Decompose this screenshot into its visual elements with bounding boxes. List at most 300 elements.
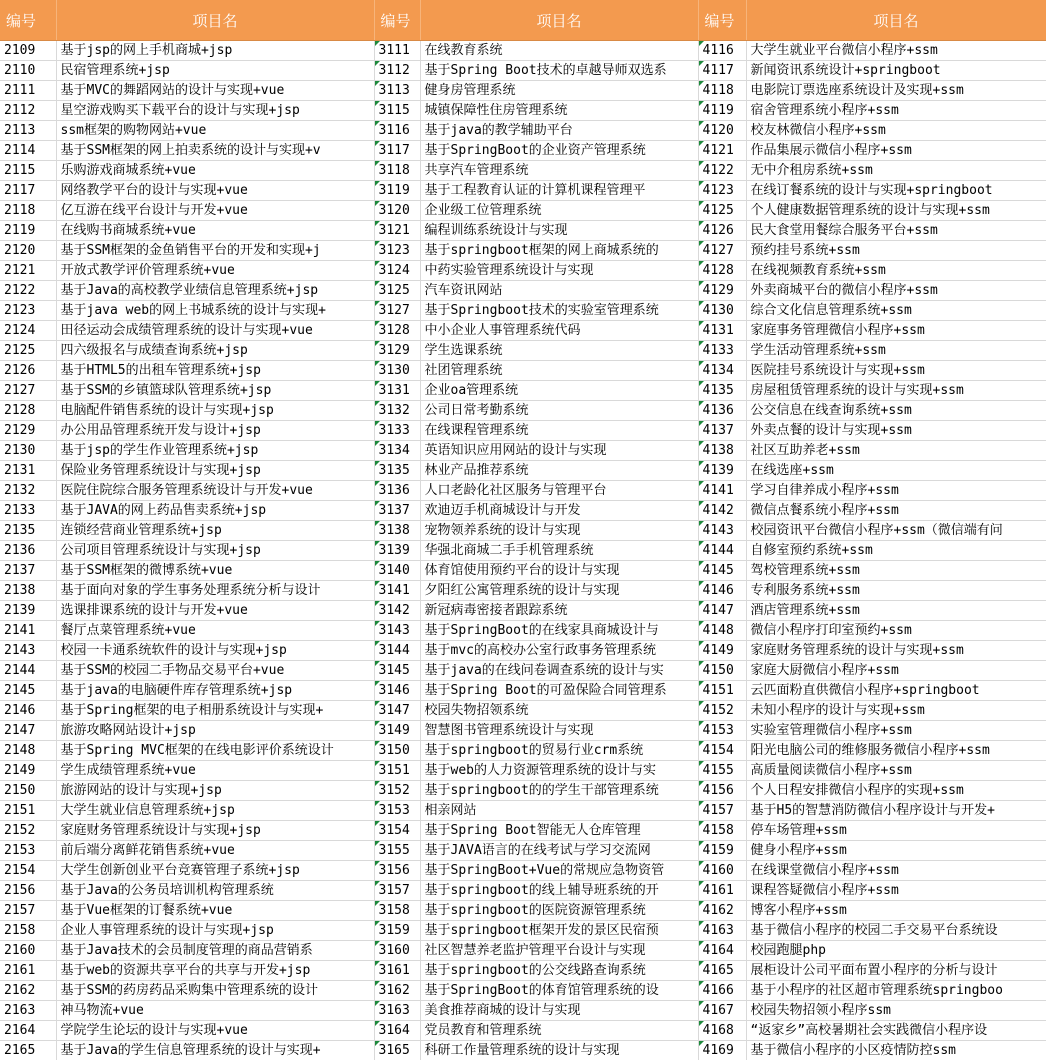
project-number-cell[interactable]: 4126 (698, 221, 746, 241)
project-number-cell[interactable]: 2145 (0, 681, 56, 701)
project-name-cell[interactable]: 社团管理系统 (420, 361, 698, 381)
project-number-cell[interactable]: 2135 (0, 521, 56, 541)
project-name-cell[interactable]: 基于Java的高校教学业绩信息管理系统+jsp (56, 281, 374, 301)
project-name-cell[interactable]: 停车场管理+ssm (746, 821, 1046, 841)
project-name-cell[interactable]: 房屋租赁管理系统的设计与实现+ssm (746, 381, 1046, 401)
project-name-cell[interactable]: 基于web的资源共享平台的共享与开发+jsp (56, 961, 374, 981)
project-number-cell[interactable]: 4157 (698, 801, 746, 821)
project-name-cell[interactable]: “返家乡”高校暑期社会实践微信小程序设 (746, 1021, 1046, 1041)
project-name-cell[interactable]: 在线课堂微信小程序+ssm (746, 861, 1046, 881)
project-name-cell[interactable]: 基于Spring Boot智能无人仓库管理 (420, 821, 698, 841)
project-number-cell[interactable]: 4121 (698, 141, 746, 161)
project-number-cell[interactable]: 3136 (374, 481, 420, 501)
project-number-cell[interactable]: 2154 (0, 861, 56, 881)
project-number-cell[interactable]: 2156 (0, 881, 56, 901)
project-number-cell[interactable]: 3121 (374, 221, 420, 241)
project-name-cell[interactable]: 公司日常考勤系统 (420, 401, 698, 421)
project-number-cell[interactable]: 4123 (698, 181, 746, 201)
project-name-cell[interactable]: 基于Spring Boot技术的卓越导师双选系 (420, 61, 698, 81)
project-name-cell[interactable]: 家庭大厨微信小程序+ssm (746, 661, 1046, 681)
project-name-cell[interactable]: 电脑配件销售系统的设计与实现+jsp (56, 401, 374, 421)
project-number-cell[interactable]: 4168 (698, 1021, 746, 1041)
project-name-cell[interactable]: 基于springboot的的学生干部管理系统 (420, 781, 698, 801)
project-name-cell[interactable]: 阳光电脑公司的维修服务微信小程序+ssm (746, 741, 1046, 761)
project-number-cell[interactable]: 2161 (0, 961, 56, 981)
project-number-cell[interactable]: 3133 (374, 421, 420, 441)
project-name-cell[interactable]: 大学生就业信息管理系统+jsp (56, 801, 374, 821)
project-number-cell[interactable]: 3156 (374, 861, 420, 881)
project-number-cell[interactable]: 3153 (374, 801, 420, 821)
project-number-cell[interactable]: 2132 (0, 481, 56, 501)
project-number-cell[interactable]: 4153 (698, 721, 746, 741)
project-number-cell[interactable]: 2165 (0, 1041, 56, 1060)
project-name-cell[interactable]: 在线订餐系统的设计与实现+springboot (746, 181, 1046, 201)
project-name-cell[interactable]: 基于jsp的网上手机商城+jsp (56, 41, 374, 61)
project-number-cell[interactable]: 2119 (0, 221, 56, 241)
project-number-cell[interactable]: 4137 (698, 421, 746, 441)
project-number-cell[interactable]: 4127 (698, 241, 746, 261)
project-name-cell[interactable]: 基于SpringBoot的企业资产管理系统 (420, 141, 698, 161)
column-header-project-name[interactable]: 项目名 (420, 0, 698, 41)
project-number-cell[interactable]: 3164 (374, 1021, 420, 1041)
project-name-cell[interactable]: 神马物流+vue (56, 1001, 374, 1021)
project-name-cell[interactable]: 学生活动管理系统+ssm (746, 341, 1046, 361)
project-name-cell[interactable]: 旅游网站的设计与实现+jsp (56, 781, 374, 801)
project-number-cell[interactable]: 2153 (0, 841, 56, 861)
project-number-cell[interactable]: 2139 (0, 601, 56, 621)
project-name-cell[interactable]: ssm框架的购物网站+vue (56, 121, 374, 141)
project-number-cell[interactable]: 3142 (374, 601, 420, 621)
project-name-cell[interactable]: 家庭财务管理系统的设计与实现+ssm (746, 641, 1046, 661)
project-name-cell[interactable]: 智慧图书管理系统设计与实现 (420, 721, 698, 741)
project-number-cell[interactable]: 4149 (698, 641, 746, 661)
project-name-cell[interactable]: 作品集展示微信小程序+ssm (746, 141, 1046, 161)
project-number-cell[interactable]: 3111 (374, 41, 420, 61)
project-name-cell[interactable]: 基于web的人力资源管理系统的设计与实 (420, 761, 698, 781)
project-number-cell[interactable]: 3150 (374, 741, 420, 761)
project-name-cell[interactable]: 展柜设计公司平面布置小程序的分析与设计 (746, 961, 1046, 981)
project-number-cell[interactable]: 4161 (698, 881, 746, 901)
project-name-cell[interactable]: 基于Java技术的会员制度管理的商品营销系 (56, 941, 374, 961)
project-name-cell[interactable]: 基于Java的公务员培训机构管理系统 (56, 881, 374, 901)
project-number-cell[interactable]: 3161 (374, 961, 420, 981)
project-name-cell[interactable]: 基于java的教学辅助平台 (420, 121, 698, 141)
project-number-cell[interactable]: 4164 (698, 941, 746, 961)
project-number-cell[interactable]: 4155 (698, 761, 746, 781)
project-number-cell[interactable]: 3154 (374, 821, 420, 841)
project-name-cell[interactable]: 个人健康数据管理系统的设计与实现+ssm (746, 201, 1046, 221)
project-name-cell[interactable]: 企业人事管理系统的设计与实现+jsp (56, 921, 374, 941)
project-number-cell[interactable]: 4134 (698, 361, 746, 381)
project-name-cell[interactable]: 基于SpringBoot的在线家具商城设计与 (420, 621, 698, 641)
project-number-cell[interactable]: 4169 (698, 1041, 746, 1060)
project-number-cell[interactable]: 4135 (698, 381, 746, 401)
project-number-cell[interactable]: 3130 (374, 361, 420, 381)
project-number-cell[interactable]: 3120 (374, 201, 420, 221)
project-number-cell[interactable]: 3123 (374, 241, 420, 261)
project-name-cell[interactable]: 基于SSM框架的金鱼销售平台的开发和实现+j (56, 241, 374, 261)
project-name-cell[interactable]: 党员教育和管理系统 (420, 1021, 698, 1041)
project-name-cell[interactable]: 社区互助养老+ssm (746, 441, 1046, 461)
project-number-cell[interactable]: 4141 (698, 481, 746, 501)
project-number-cell[interactable]: 2109 (0, 41, 56, 61)
project-name-cell[interactable]: 林业产品推荐系统 (420, 461, 698, 481)
project-name-cell[interactable]: 在线购书商城系统+vue (56, 221, 374, 241)
project-name-cell[interactable]: 个人日程安排微信小程序的实现+ssm (746, 781, 1046, 801)
project-number-cell[interactable]: 3152 (374, 781, 420, 801)
project-name-cell[interactable]: 在线选座+ssm (746, 461, 1046, 481)
project-number-cell[interactable]: 2157 (0, 901, 56, 921)
column-header-number[interactable]: 编号 (374, 0, 420, 41)
project-number-cell[interactable]: 2118 (0, 201, 56, 221)
project-number-cell[interactable]: 4130 (698, 301, 746, 321)
project-name-cell[interactable]: 公交信息在线查询系统+ssm (746, 401, 1046, 421)
project-name-cell[interactable]: 旅游攻略网站设计+jsp (56, 721, 374, 741)
project-number-cell[interactable]: 2138 (0, 581, 56, 601)
project-number-cell[interactable]: 3140 (374, 561, 420, 581)
project-name-cell[interactable]: 基于Spring Boot的可盈保险合同管理系 (420, 681, 698, 701)
project-name-cell[interactable]: 基于小程序的社区超市管理系统springboo (746, 981, 1046, 1001)
project-name-cell[interactable]: 医院住院综合服务管理系统设计与开发+vue (56, 481, 374, 501)
project-name-cell[interactable]: 基于SSM框架的微博系统+vue (56, 561, 374, 581)
project-name-cell[interactable]: 基于springboot的公交线路查询系统 (420, 961, 698, 981)
project-number-cell[interactable]: 3128 (374, 321, 420, 341)
project-name-cell[interactable]: 企业oa管理系统 (420, 381, 698, 401)
project-number-cell[interactable]: 2152 (0, 821, 56, 841)
project-number-cell[interactable]: 4122 (698, 161, 746, 181)
project-number-cell[interactable]: 3158 (374, 901, 420, 921)
project-number-cell[interactable]: 4142 (698, 501, 746, 521)
project-number-cell[interactable]: 4129 (698, 281, 746, 301)
project-number-cell[interactable]: 2151 (0, 801, 56, 821)
project-name-cell[interactable]: 基于springboot的贸易行业crm系统 (420, 741, 698, 761)
project-name-cell[interactable]: 相亲网站 (420, 801, 698, 821)
project-name-cell[interactable]: 综合文化信息管理系统+ssm (746, 301, 1046, 321)
project-number-cell[interactable]: 4139 (698, 461, 746, 481)
project-number-cell[interactable]: 2112 (0, 101, 56, 121)
project-number-cell[interactable]: 2120 (0, 241, 56, 261)
project-number-cell[interactable]: 4120 (698, 121, 746, 141)
project-name-cell[interactable]: 大学生创新创业平台竞赛管理子系统+jsp (56, 861, 374, 881)
project-number-cell[interactable]: 3113 (374, 81, 420, 101)
project-number-cell[interactable]: 2125 (0, 341, 56, 361)
project-name-cell[interactable]: 基于jsp的学生作业管理系统+jsp (56, 441, 374, 461)
project-name-cell[interactable]: 校园跑腿php (746, 941, 1046, 961)
project-number-cell[interactable]: 2148 (0, 741, 56, 761)
project-number-cell[interactable]: 2113 (0, 121, 56, 141)
project-name-cell[interactable]: 公司项目管理系统设计与实现+jsp (56, 541, 374, 561)
project-number-cell[interactable]: 2133 (0, 501, 56, 521)
project-number-cell[interactable]: 4131 (698, 321, 746, 341)
project-name-cell[interactable]: 基于springboot框架的网上商城系统的 (420, 241, 698, 261)
project-number-cell[interactable]: 2144 (0, 661, 56, 681)
project-number-cell[interactable]: 2124 (0, 321, 56, 341)
project-name-cell[interactable]: 基于MVC的舞蹈网站的设计与实现+vue (56, 81, 374, 101)
project-number-cell[interactable]: 3146 (374, 681, 420, 701)
project-name-cell[interactable]: 高质量阅读微信小程序+ssm (746, 761, 1046, 781)
project-number-cell[interactable]: 3165 (374, 1041, 420, 1060)
project-number-cell[interactable]: 3124 (374, 261, 420, 281)
column-header-project-name[interactable]: 项目名 (56, 0, 374, 41)
project-name-cell[interactable]: 美食推荐商城的设计与实现 (420, 1001, 698, 1021)
project-name-cell[interactable]: 基于HTML5的出租车管理系统+jsp (56, 361, 374, 381)
project-name-cell[interactable]: 新闻资讯系统设计+springboot (746, 61, 1046, 81)
project-number-cell[interactable]: 3139 (374, 541, 420, 561)
project-name-cell[interactable]: 在线视频教育系统+ssm (746, 261, 1046, 281)
project-name-cell[interactable]: 在线教育系统 (420, 41, 698, 61)
project-name-cell[interactable]: 星空游戏购买下载平台的设计与实现+jsp (56, 101, 374, 121)
project-number-cell[interactable]: 2158 (0, 921, 56, 941)
column-header-number[interactable]: 编号 (698, 0, 746, 41)
project-number-cell[interactable]: 4119 (698, 101, 746, 121)
project-name-cell[interactable]: 前后端分离鲜花销售系统+vue (56, 841, 374, 861)
project-name-cell[interactable]: 汽车资讯网站 (420, 281, 698, 301)
project-number-cell[interactable]: 4136 (698, 401, 746, 421)
project-number-cell[interactable]: 2162 (0, 981, 56, 1001)
project-number-cell[interactable]: 4125 (698, 201, 746, 221)
project-name-cell[interactable]: 共享汽车管理系统 (420, 161, 698, 181)
project-name-cell[interactable]: 实验室管理微信小程序+ssm (746, 721, 1046, 741)
project-name-cell[interactable]: 基于JAVA语言的在线考试与学习交流网 (420, 841, 698, 861)
project-name-cell[interactable]: 基于JAVA的网上药品售卖系统+jsp (56, 501, 374, 521)
project-name-cell[interactable]: 云匹面粉直供微信小程序+springboot (746, 681, 1046, 701)
project-number-cell[interactable]: 2160 (0, 941, 56, 961)
project-name-cell[interactable]: 亿互游在线平台设计与开发+vue (56, 201, 374, 221)
project-name-cell[interactable]: 民宿管理系统+jsp (56, 61, 374, 81)
project-number-cell[interactable]: 2131 (0, 461, 56, 481)
project-name-cell[interactable]: 基于SSM的药房药品采购集中管理系统的设计 (56, 981, 374, 1001)
project-number-cell[interactable]: 2163 (0, 1001, 56, 1021)
project-number-cell[interactable]: 4167 (698, 1001, 746, 1021)
project-name-cell[interactable]: 基于Spring框架的电子相册系统设计与实现+ (56, 701, 374, 721)
project-name-cell[interactable]: 学生选课系统 (420, 341, 698, 361)
project-name-cell[interactable]: 宿舍管理系统小程序+ssm (746, 101, 1046, 121)
project-number-cell[interactable]: 3141 (374, 581, 420, 601)
project-name-cell[interactable]: 选课排课系统的设计与开发+vue (56, 601, 374, 621)
project-name-cell[interactable]: 华强北商城二手手机管理系统 (420, 541, 698, 561)
project-name-cell[interactable]: 外卖点餐的设计与实现+ssm (746, 421, 1046, 441)
project-number-cell[interactable]: 4143 (698, 521, 746, 541)
project-name-cell[interactable]: 学生成绩管理系统+vue (56, 761, 374, 781)
project-number-cell[interactable]: 2114 (0, 141, 56, 161)
project-number-cell[interactable]: 4145 (698, 561, 746, 581)
project-name-cell[interactable]: 校园失物招领小程序ssm (746, 1001, 1046, 1021)
project-number-cell[interactable]: 3145 (374, 661, 420, 681)
project-name-cell[interactable]: 民大食堂用餐综合服务平台+ssm (746, 221, 1046, 241)
project-number-cell[interactable]: 4133 (698, 341, 746, 361)
project-number-cell[interactable]: 2126 (0, 361, 56, 381)
project-name-cell[interactable]: 驾校管理系统+ssm (746, 561, 1046, 581)
project-number-cell[interactable]: 4148 (698, 621, 746, 641)
project-number-cell[interactable]: 2141 (0, 621, 56, 641)
project-name-cell[interactable]: 基于SSM框架的网上拍卖系统的设计与实现+v (56, 141, 374, 161)
project-number-cell[interactable]: 3157 (374, 881, 420, 901)
project-number-cell[interactable]: 2129 (0, 421, 56, 441)
project-number-cell[interactable]: 2146 (0, 701, 56, 721)
project-name-cell[interactable]: 医院挂号系统设计与实现+ssm (746, 361, 1046, 381)
project-name-cell[interactable]: 微信点餐系统小程序+ssm (746, 501, 1046, 521)
project-number-cell[interactable]: 2121 (0, 261, 56, 281)
project-number-cell[interactable]: 3112 (374, 61, 420, 81)
project-name-cell[interactable]: 基于SpringBoot+Vue的常规应急物资管 (420, 861, 698, 881)
project-number-cell[interactable]: 3129 (374, 341, 420, 361)
project-number-cell[interactable]: 4144 (698, 541, 746, 561)
project-number-cell[interactable]: 2115 (0, 161, 56, 181)
project-number-cell[interactable]: 3162 (374, 981, 420, 1001)
project-name-cell[interactable]: 基于java的在线问卷调查系统的设计与实 (420, 661, 698, 681)
project-name-cell[interactable]: 未知小程序的设计与实现+ssm (746, 701, 1046, 721)
project-number-cell[interactable]: 2147 (0, 721, 56, 741)
project-name-cell[interactable]: 微信小程序打印室预约+ssm (746, 621, 1046, 641)
project-name-cell[interactable]: 基于springboot的医院资源管理系统 (420, 901, 698, 921)
project-name-cell[interactable]: 企业级工位管理系统 (420, 201, 698, 221)
project-name-cell[interactable]: 校园一卡通系统软件的设计与实现+jsp (56, 641, 374, 661)
project-number-cell[interactable]: 4152 (698, 701, 746, 721)
project-name-cell[interactable]: 基于mvc的高校办公室行政事务管理系统 (420, 641, 698, 661)
project-number-cell[interactable]: 3160 (374, 941, 420, 961)
project-name-cell[interactable]: 城镇保障性住房管理系统 (420, 101, 698, 121)
project-number-cell[interactable]: 4154 (698, 741, 746, 761)
project-number-cell[interactable]: 2150 (0, 781, 56, 801)
project-number-cell[interactable]: 4165 (698, 961, 746, 981)
project-name-cell[interactable]: 基于SpringBoot的体育馆管理系统的设 (420, 981, 698, 1001)
project-number-cell[interactable]: 3119 (374, 181, 420, 201)
project-number-cell[interactable]: 4160 (698, 861, 746, 881)
project-name-cell[interactable]: 基于微信小程序的小区疫情防控ssm (746, 1041, 1046, 1060)
project-name-cell[interactable]: 基于SSM的校园二手物品交易平台+vue (56, 661, 374, 681)
project-number-cell[interactable]: 3131 (374, 381, 420, 401)
project-name-cell[interactable]: 基于SSM的乡镇篮球队管理系统+jsp (56, 381, 374, 401)
project-name-cell[interactable]: 电影院订票选座系统设计及实现+ssm (746, 81, 1046, 101)
project-number-cell[interactable]: 2111 (0, 81, 56, 101)
project-name-cell[interactable]: 课程答疑微信小程序+ssm (746, 881, 1046, 901)
project-name-cell[interactable]: 基于springboot的线上辅导班系统的开 (420, 881, 698, 901)
project-name-cell[interactable]: 连锁经营商业管理系统+jsp (56, 521, 374, 541)
project-number-cell[interactable]: 2130 (0, 441, 56, 461)
project-number-cell[interactable]: 4156 (698, 781, 746, 801)
project-number-cell[interactable]: 3135 (374, 461, 420, 481)
project-name-cell[interactable]: 田径运动会成绩管理系统的设计与实现+vue (56, 321, 374, 341)
project-number-cell[interactable]: 2149 (0, 761, 56, 781)
project-name-cell[interactable]: 网络教学平台的设计与实现+vue (56, 181, 374, 201)
project-name-cell[interactable]: 专利服务系统+ssm (746, 581, 1046, 601)
project-number-cell[interactable]: 4159 (698, 841, 746, 861)
project-number-cell[interactable]: 3134 (374, 441, 420, 461)
project-name-cell[interactable]: 欢迪迈手机商城设计与开发 (420, 501, 698, 521)
project-name-cell[interactable]: 人口老龄化社区服务与管理平台 (420, 481, 698, 501)
project-number-cell[interactable]: 4162 (698, 901, 746, 921)
project-name-cell[interactable]: 校园资讯平台微信小程序+ssm（微信端有问 (746, 521, 1046, 541)
project-number-cell[interactable]: 4116 (698, 41, 746, 61)
project-number-cell[interactable]: 3132 (374, 401, 420, 421)
project-number-cell[interactable]: 4158 (698, 821, 746, 841)
project-name-cell[interactable]: 社区智慧养老监护管理平台设计与实现 (420, 941, 698, 961)
project-name-cell[interactable]: 中小企业人事管理系统代码 (420, 321, 698, 341)
project-number-cell[interactable]: 3151 (374, 761, 420, 781)
project-number-cell[interactable]: 3115 (374, 101, 420, 121)
project-number-cell[interactable]: 3149 (374, 721, 420, 741)
project-name-cell[interactable]: 健身房管理系统 (420, 81, 698, 101)
project-name-cell[interactable]: 校友林微信小程序+ssm (746, 121, 1046, 141)
project-name-cell[interactable]: 英语知识应用网站的设计与实现 (420, 441, 698, 461)
project-name-cell[interactable]: 乐购游戏商城系统+vue (56, 161, 374, 181)
project-number-cell[interactable]: 2137 (0, 561, 56, 581)
project-number-cell[interactable]: 3159 (374, 921, 420, 941)
project-number-cell[interactable]: 3155 (374, 841, 420, 861)
project-number-cell[interactable]: 4150 (698, 661, 746, 681)
project-number-cell[interactable]: 4128 (698, 261, 746, 281)
project-name-cell[interactable]: 基于Java的学生信息管理系统的设计与实现+ (56, 1041, 374, 1060)
project-number-cell[interactable]: 3163 (374, 1001, 420, 1021)
project-name-cell[interactable]: 基于工程教育认证的计算机课程管理平 (420, 181, 698, 201)
project-name-cell[interactable]: 科研工作量管理系统的设计与实现 (420, 1041, 698, 1060)
project-name-cell[interactable]: 宠物领养系统的设计与实现 (420, 521, 698, 541)
project-name-cell[interactable]: 博客小程序+ssm (746, 901, 1046, 921)
project-name-cell[interactable]: 编程训练系统设计与实现 (420, 221, 698, 241)
project-name-cell[interactable]: 新冠病毒密接者跟踪系统 (420, 601, 698, 621)
project-name-cell[interactable]: 保险业务管理系统设计与实现+jsp (56, 461, 374, 481)
project-name-cell[interactable]: 基于Vue框架的订餐系统+vue (56, 901, 374, 921)
project-name-cell[interactable]: 家庭事务管理微信小程序+ssm (746, 321, 1046, 341)
project-name-cell[interactable]: 基于H5的智慧消防微信小程序设计与开发+ (746, 801, 1046, 821)
project-name-cell[interactable]: 基于微信小程序的校园二手交易平台系统设 (746, 921, 1046, 941)
project-number-cell[interactable]: 3144 (374, 641, 420, 661)
project-number-cell[interactable]: 2143 (0, 641, 56, 661)
project-name-cell[interactable]: 无中介租房系统+ssm (746, 161, 1046, 181)
project-number-cell[interactable]: 3127 (374, 301, 420, 321)
project-name-cell[interactable]: 酒店管理系统+ssm (746, 601, 1046, 621)
project-number-cell[interactable]: 4117 (698, 61, 746, 81)
project-name-cell[interactable]: 学习自律养成小程序+ssm (746, 481, 1046, 501)
project-name-cell[interactable]: 大学生就业平台微信小程序+ssm (746, 41, 1046, 61)
project-name-cell[interactable]: 基于面向对象的学生事务处理系统分析与设计 (56, 581, 374, 601)
project-name-cell[interactable]: 基于Spring MVC框架的在线电影评价系统设计 (56, 741, 374, 761)
project-name-cell[interactable]: 预约挂号系统+ssm (746, 241, 1046, 261)
column-header-number[interactable]: 编号 (0, 0, 56, 41)
project-name-cell[interactable]: 健身小程序+ssm (746, 841, 1046, 861)
project-name-cell[interactable]: 校园失物招领系统 (420, 701, 698, 721)
project-number-cell[interactable]: 4118 (698, 81, 746, 101)
project-name-cell[interactable]: 基于java web的网上书城系统的设计与实现+ (56, 301, 374, 321)
project-number-cell[interactable]: 2123 (0, 301, 56, 321)
project-number-cell[interactable]: 4146 (698, 581, 746, 601)
project-number-cell[interactable]: 3143 (374, 621, 420, 641)
project-name-cell[interactable]: 在线课程管理系统 (420, 421, 698, 441)
project-number-cell[interactable]: 3125 (374, 281, 420, 301)
project-number-cell[interactable]: 4147 (698, 601, 746, 621)
project-name-cell[interactable]: 自修室预约系统+ssm (746, 541, 1046, 561)
project-number-cell[interactable]: 3118 (374, 161, 420, 181)
project-name-cell[interactable]: 家庭财务管理系统设计与实现+jsp (56, 821, 374, 841)
project-number-cell[interactable]: 3117 (374, 141, 420, 161)
project-number-cell[interactable]: 2136 (0, 541, 56, 561)
project-name-cell[interactable]: 体育馆使用预约平台的设计与实现 (420, 561, 698, 581)
project-name-cell[interactable]: 中药实验管理系统设计与实现 (420, 261, 698, 281)
project-name-cell[interactable]: 四六级报名与成绩查询系统+jsp (56, 341, 374, 361)
project-number-cell[interactable]: 2117 (0, 181, 56, 201)
project-name-cell[interactable]: 基于springboot框架开发的景区民宿预 (420, 921, 698, 941)
project-number-cell[interactable]: 4166 (698, 981, 746, 1001)
project-number-cell[interactable]: 4151 (698, 681, 746, 701)
project-name-cell[interactable]: 基于java的电脑硬件库存管理系统+jsp (56, 681, 374, 701)
project-name-cell[interactable]: 基于Springboot技术的实验室管理系统 (420, 301, 698, 321)
project-name-cell[interactable]: 学院学生论坛的设计与实现+vue (56, 1021, 374, 1041)
project-number-cell[interactable]: 2127 (0, 381, 56, 401)
project-number-cell[interactable]: 4138 (698, 441, 746, 461)
project-name-cell[interactable]: 开放式教学评价管理系统+vue (56, 261, 374, 281)
project-number-cell[interactable]: 4163 (698, 921, 746, 941)
project-number-cell[interactable]: 3138 (374, 521, 420, 541)
